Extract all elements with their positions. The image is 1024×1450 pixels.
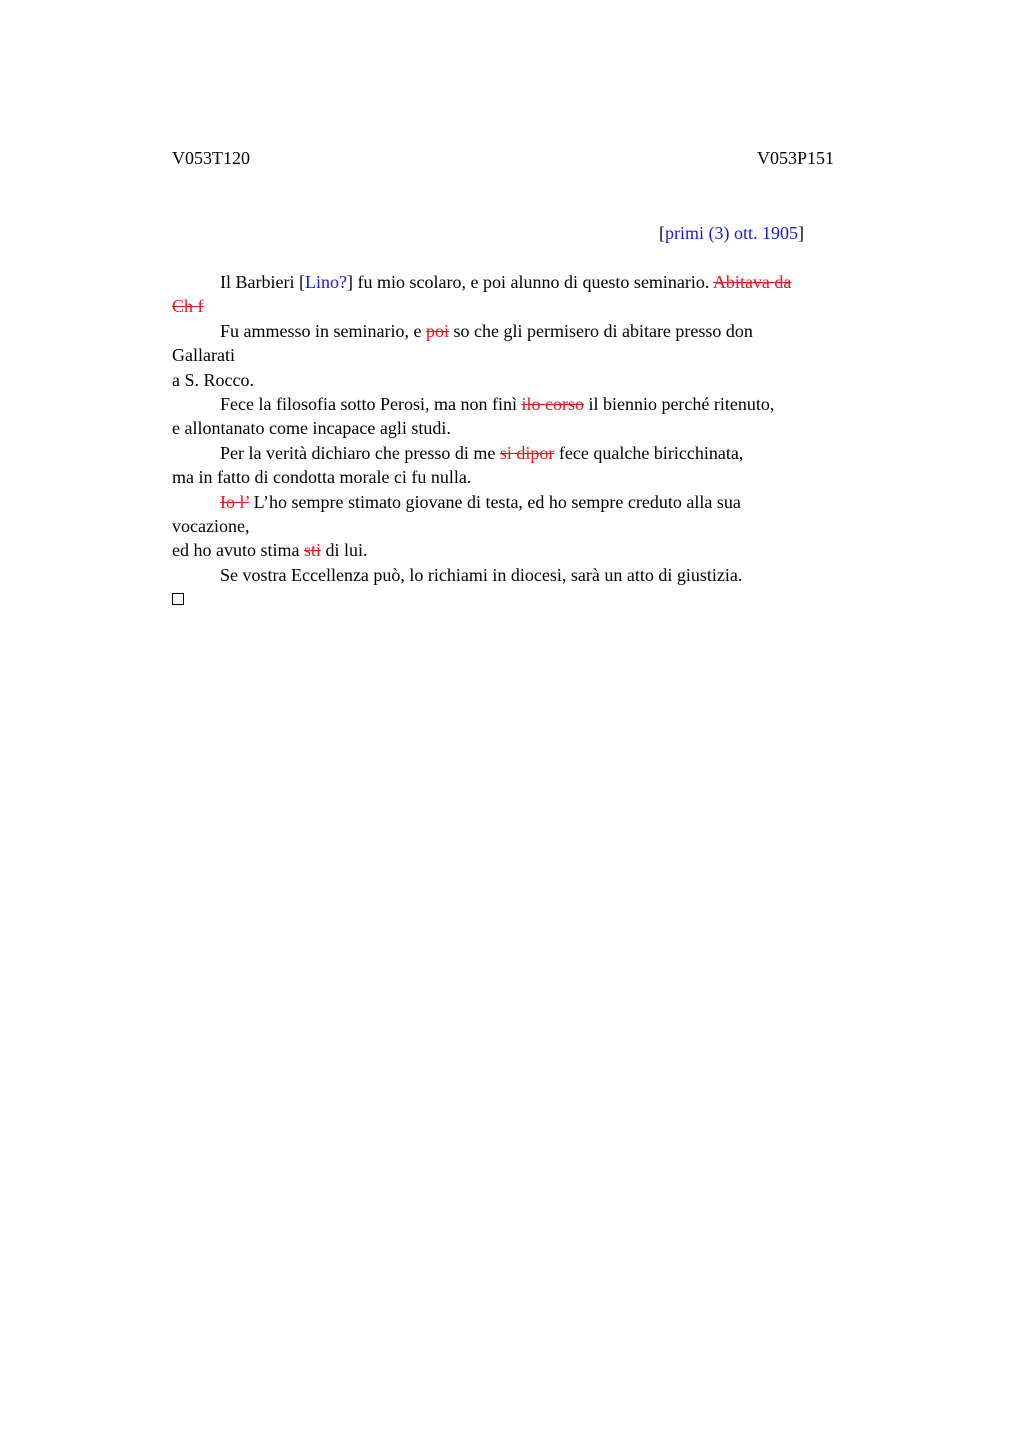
paragraph-2-line-1 <box>172 319 887 343</box>
editorial-note: Lino? <box>304 272 347 292</box>
deleted-text: Io l’ <box>220 491 250 512</box>
date-text: primi (3) ott. 1905 <box>665 223 798 243</box>
paragraph-4-line-2: ma in fatto di condotta morale ci fu nulla. <box>172 467 472 488</box>
empty-square-icon <box>172 593 184 605</box>
deleted-text: Ch f <box>172 296 204 317</box>
bracket-open: [ <box>298 272 305 292</box>
text-span: Per la verità dichiaro che presso di me <box>220 442 500 463</box>
paragraph-2-line-2: Gallarati <box>172 345 235 366</box>
paragraph-3-line-2: e allontanato come incapace agli studi. <box>172 418 451 439</box>
editorial-date <box>659 222 804 244</box>
text-span: Fece la filosofia sotto Perosi, ma non finì <box>220 394 522 415</box>
end-marker-line <box>172 587 887 611</box>
text-span: fu mio scolaro, e poi alunno di questo seminario. <box>352 272 713 292</box>
deleted-text: si dipor <box>499 442 555 463</box>
text-span: di lui. <box>321 540 368 561</box>
text-span: ed ho avuto stima <box>172 540 304 561</box>
text-span: il biennio perché ritenuto, <box>583 394 775 415</box>
paragraph-1-line-1 <box>172 270 887 294</box>
bracket-close: ] <box>346 272 353 292</box>
deleted-text: sti <box>303 540 321 561</box>
deleted-text: ilo corso <box>521 394 584 415</box>
deleted-text: poi <box>425 320 449 341</box>
text-span: fece qualche biricchinata, <box>554 442 744 463</box>
document-code-left: V053T120 <box>172 148 250 168</box>
paragraph-2-line-3: a S. Rocco. <box>172 369 254 390</box>
bracket-close: ] <box>798 223 804 243</box>
text-span: L’ho sempre stimato giovane di testa, ed ho sempre creduto alla sua <box>249 491 741 512</box>
paragraph-4-line-1 <box>172 441 887 465</box>
text-span: Il Barbieri <box>220 272 299 292</box>
text-span: Fu ammesso in seminario, e <box>220 320 426 341</box>
deleted-text: Abitava da <box>712 272 792 292</box>
paragraph-5-line-2: vocazione, <box>172 516 250 537</box>
paragraph-5-line-1 <box>172 490 887 514</box>
page-code-right: V053P151 <box>757 148 835 168</box>
paragraph-5-line-3 <box>172 538 887 562</box>
bracket-open: [ <box>659 223 665 243</box>
paragraph-3-line-1 <box>172 392 887 416</box>
letter-body <box>172 270 887 612</box>
text-span: so che gli permisero di abitare presso don <box>449 320 753 341</box>
paragraph-6-line-1: Se vostra Eccellenza può, lo richiami in diocesi, sarà un atto di giustizia. <box>220 564 743 585</box>
paragraph-1-line-2 <box>172 294 887 318</box>
